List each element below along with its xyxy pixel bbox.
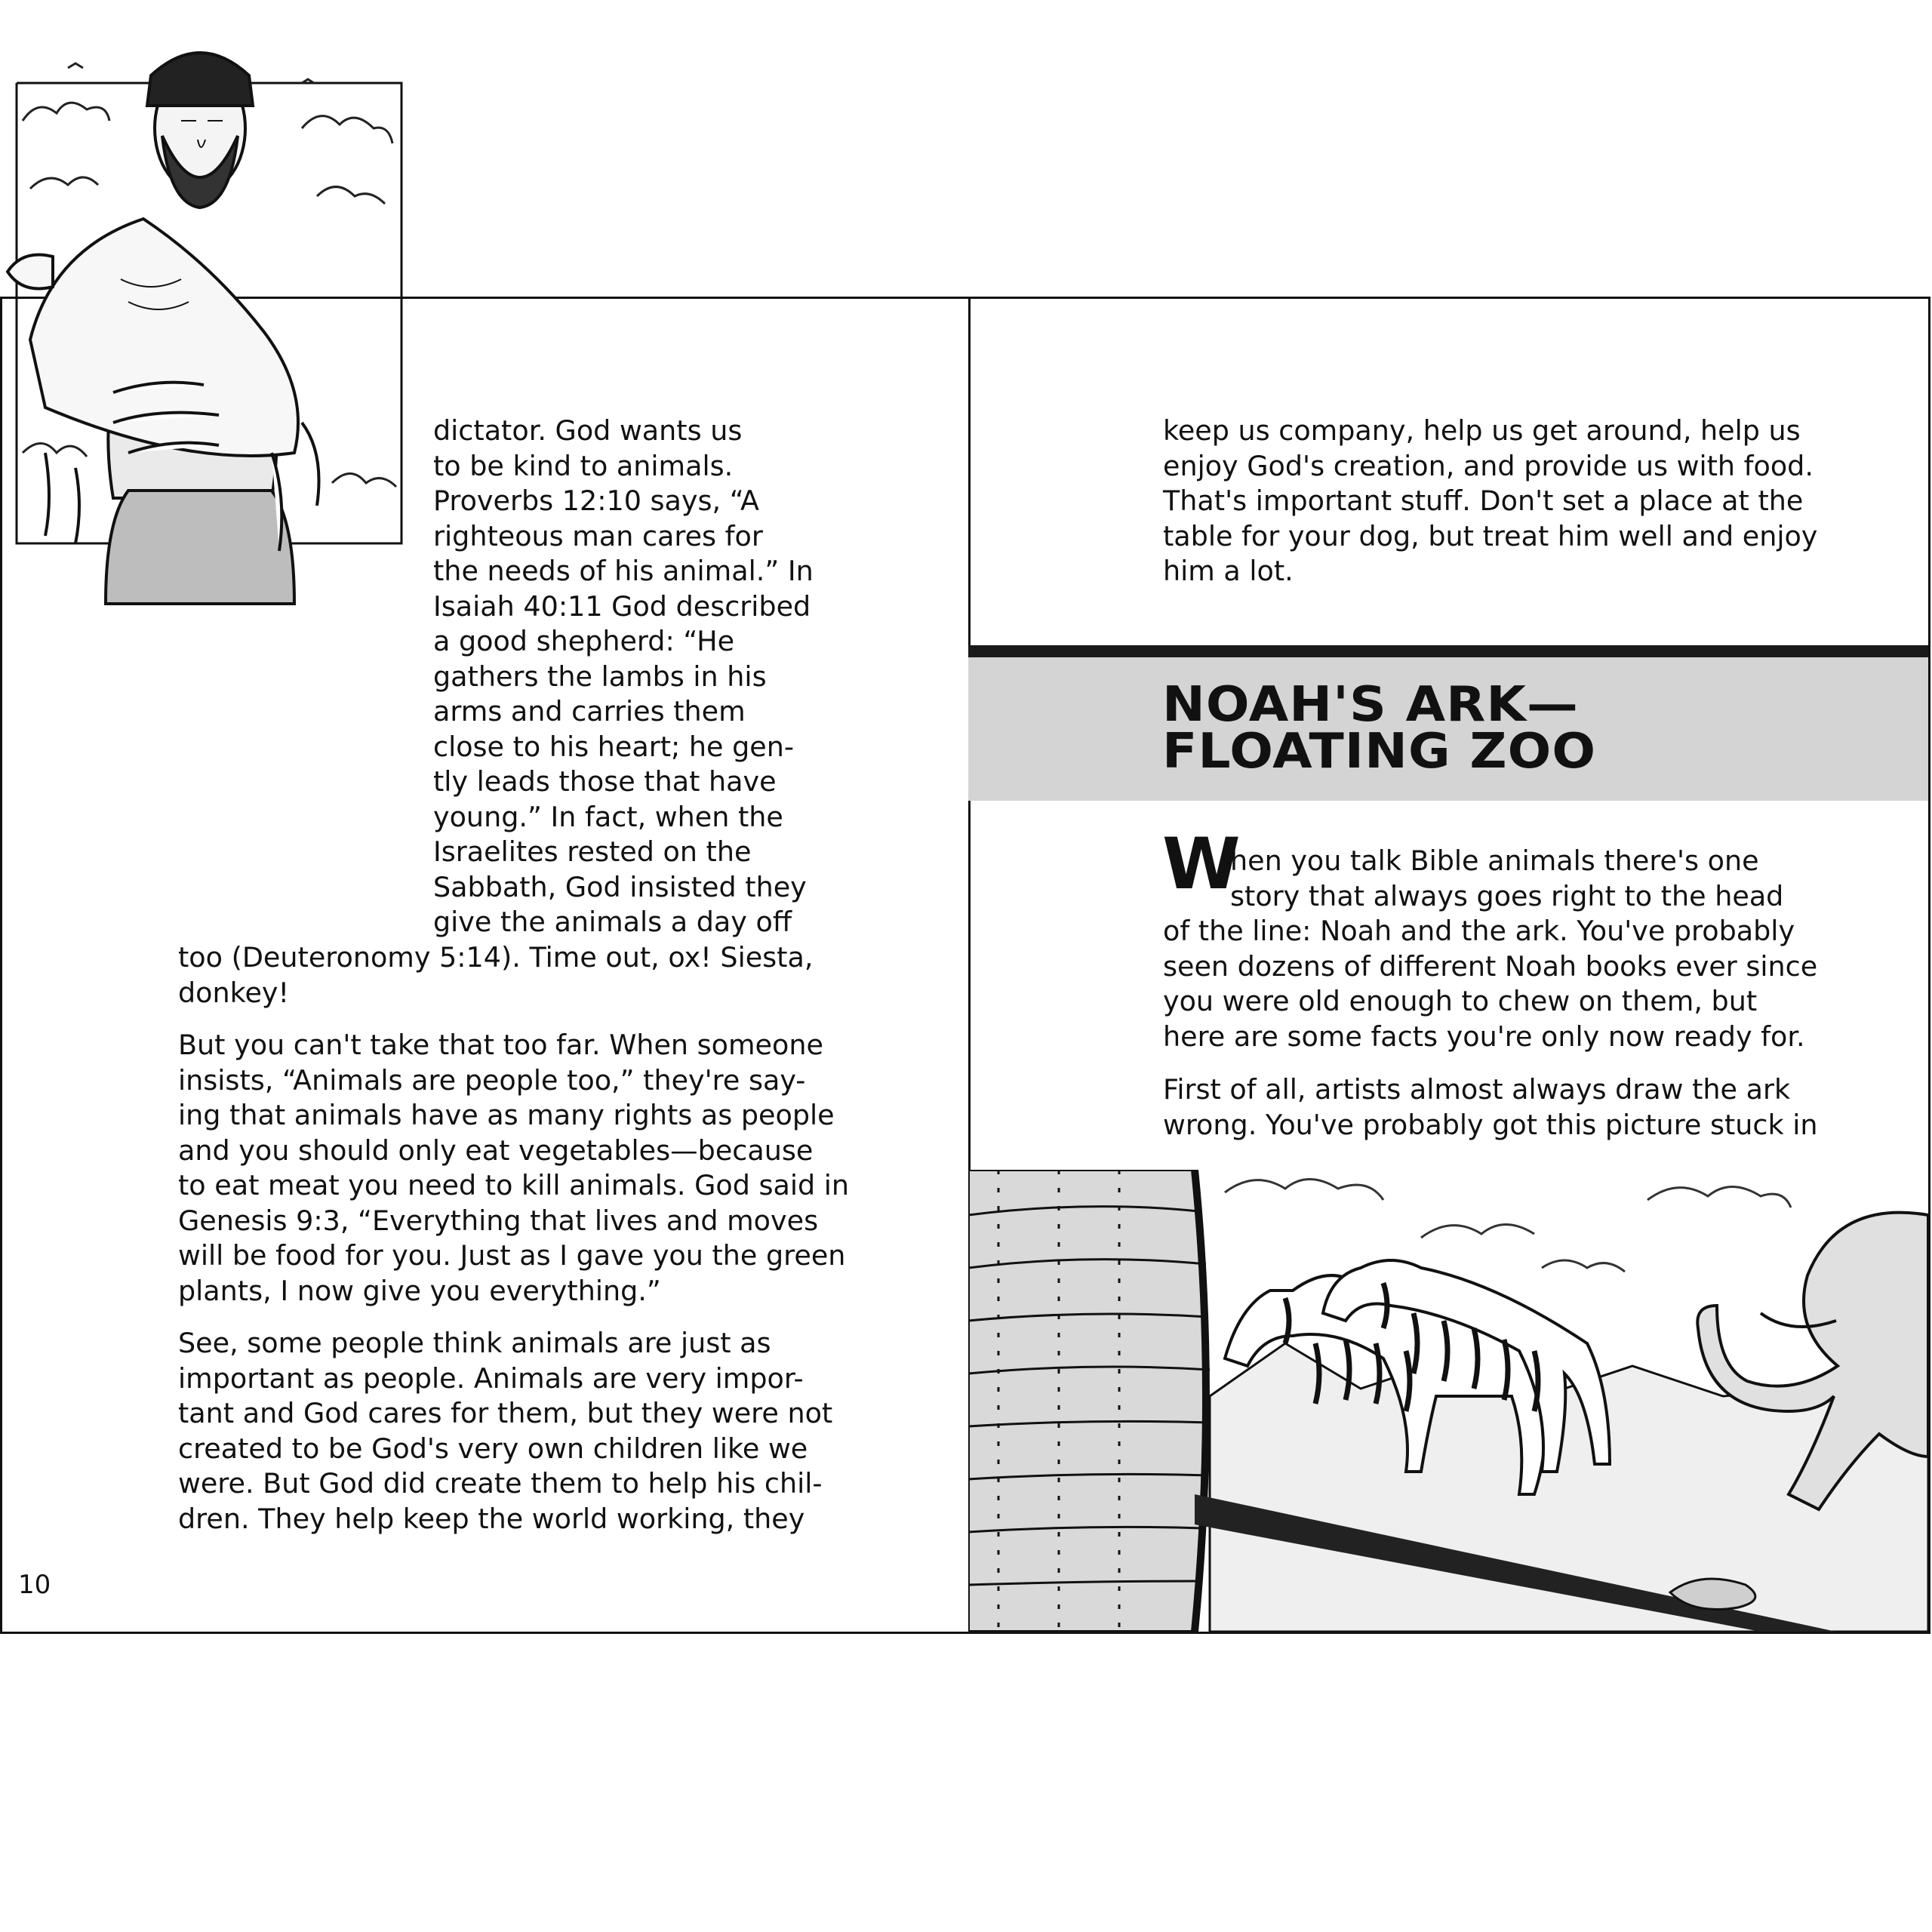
text-line: ing that animals have as many rights as people — [178, 1099, 835, 1131]
text-line: give the animals a day off — [433, 906, 792, 938]
text-line: dren. They help keep the world working, they — [178, 1502, 805, 1535]
left-paragraph-3 — [178, 1326, 832, 1537]
text-line: Genesis 9:3, “Everything that lives and moves — [178, 1204, 819, 1237]
text-line: See, some people think animals are just as — [178, 1327, 771, 1359]
text-line: to be kind to animals. — [433, 449, 734, 482]
intro-paragraph — [1163, 914, 1817, 1054]
text-line: close to his heart; he gen- — [433, 730, 795, 763]
text-line: too (Deuteronomy 5:14). Time out, ox! Siesta, — [178, 941, 814, 974]
text-line: Proverbs 12:10 says, “A — [433, 485, 759, 517]
text-line: gathers the lambs in his — [433, 660, 767, 693]
section-heading — [1162, 677, 1597, 780]
text-line: here are some facts you're only now ready for. — [1163, 1020, 1805, 1053]
text-line: table for your dog, but treat him well and enjoy — [1163, 519, 1818, 552]
text-line: hen you talk Bible animals there's one — [1230, 844, 1759, 877]
text-line: Isaiah 40:11 God described — [433, 589, 811, 623]
text-line: and you should only eat vegetables—because — [178, 1134, 814, 1167]
drop-cap: W — [1162, 823, 1241, 906]
heading-line: FLOATING ZOO — [1162, 724, 1597, 780]
right-paragraph-2 — [1163, 1072, 1818, 1143]
text-line: tant and God cares for them, but they were not — [178, 1397, 833, 1429]
text-line: of the line: Noah and the ark. You've probably — [1163, 915, 1795, 947]
text-line: created to be God's very own children like we — [178, 1432, 808, 1465]
text-line: wrong. You've probably got this picture stuck in — [1163, 1108, 1818, 1141]
text-line: important as people. Animals are very impor- — [178, 1361, 804, 1395]
heading-rule — [968, 645, 1928, 657]
text-line: arms and carries them — [433, 695, 746, 728]
text-line: seen dozens of different Noah books ever since — [1163, 949, 1818, 983]
zebras-elephant-boarding-ark-illustration — [968, 1170, 1928, 1632]
text-line: keep us company, help us get around, help us — [1163, 414, 1801, 447]
text-line: plants, I now give you everything.” — [178, 1274, 661, 1307]
text-line: But you can't take that too far. When someone — [178, 1029, 823, 1061]
text-line: enjoy God's creation, and provide us with food. — [1163, 449, 1814, 482]
text-line: the needs of his animal.” In — [433, 555, 814, 587]
text-line: young.” In fact, when the — [433, 800, 783, 833]
right-paragraph-top — [1163, 414, 1817, 589]
left-paragraph-2 — [178, 1028, 849, 1309]
text-line: righteous man cares for — [433, 519, 763, 552]
text-line: Israelites rested on the — [433, 835, 752, 868]
text-line: First of all, artists almost always draw the ark — [1163, 1073, 1791, 1106]
text-line: Sabbath, God insisted they — [433, 870, 807, 903]
text-line: were. But God did create them to help his chil- — [178, 1467, 823, 1500]
text-line: a good shepherd: “He — [433, 625, 735, 657]
text-line: him a lot. — [1163, 555, 1294, 587]
text-line: dictator. God wants us — [433, 414, 743, 447]
intro-first-lines — [1230, 844, 1783, 914]
text-line: will be food for you. Just as I gave you the green — [178, 1239, 846, 1272]
left-paragraph-1-tail — [178, 940, 813, 1011]
left-wrap-text — [433, 414, 814, 940]
text-line: insists, “Animals are people too,” they're say- — [178, 1063, 806, 1097]
text-line: That's important stuff. Don't set a place at the — [1163, 485, 1804, 517]
text-line: tly leads those that have — [433, 765, 777, 798]
page-number: 10 — [18, 1570, 51, 1600]
heading-line: NOAH'S ARK— — [1162, 677, 1579, 733]
shepherd-carrying-lamb-illustration — [0, 30, 411, 634]
text-line: to eat meat you need to kill animals. God said in — [178, 1169, 850, 1201]
text-line: you were old enough to chew on them, but — [1163, 985, 1758, 1017]
text-line: story that always goes right to the head — [1230, 879, 1784, 912]
text-line: donkey! — [178, 976, 290, 1009]
